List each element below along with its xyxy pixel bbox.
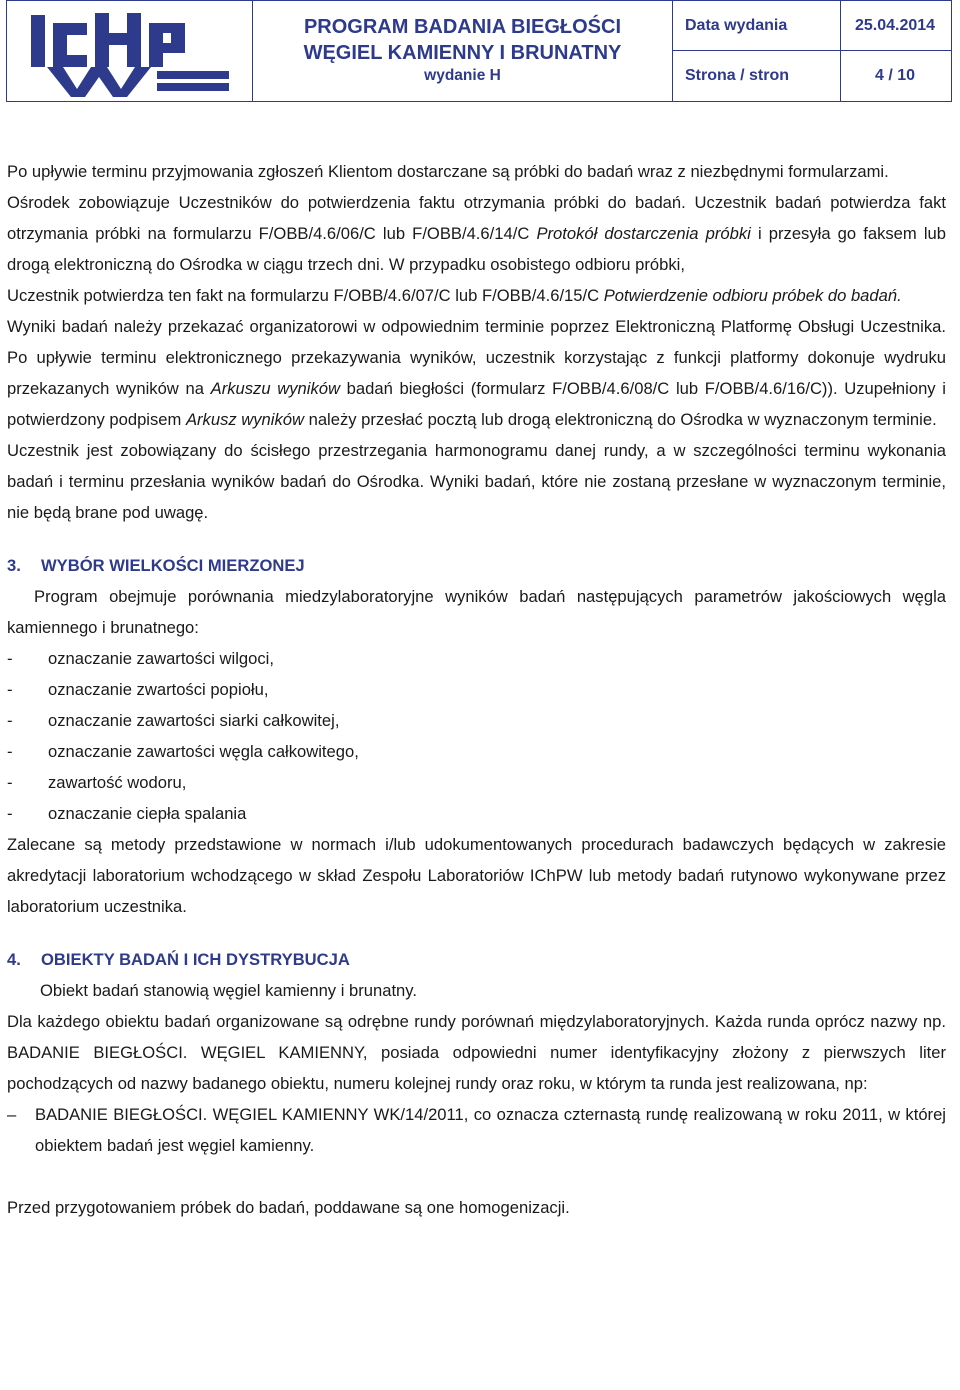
section-4-heading [7,944,946,975]
list-item [7,767,946,798]
paragraph-confirmation-text-a: Ośrodek zobowiązuje Uczestników do potwierdzenia faktu otrzymania próbki do badań. Uczestnik badań potwierdza fakt otrzymania próbki na formularzu F/OBB/4.6/06/C lub F/OBB/4.6/14/C [7,193,946,243]
date-value-cell [841,1,951,51]
form-name-pickup-confirmation: Potwierdzenie odbioru próbek do badań. [603,286,902,305]
date-label-cell [673,1,841,51]
program-edition: wydanie H [424,67,501,84]
section-4-title: OBIEKTY BADAŃ I ICH DYSTRYBUCJA [41,950,350,969]
paragraph-samples-delivery: Po upływie terminu przyjmowania zgłoszeń Klientom dostarczane są próbki do badań wraz z niezbędnymi formularzami. [7,162,889,181]
logo-cell [7,1,253,101]
paragraph-pickup-text-a: Uczestnik potwierdza ten fakt na formularzu F/OBB/4.6/07/C lub F/OBB/4.6/15/C [7,286,604,305]
paragraph-schedule: Uczestnik jest zobowiązany do ścisłego przestrzegania harmonogramu danej rundy, a w szczególności terminu wykonania badań i terminu przesłania wyników badań do Ośrodka. Wyniki badań, które nie zostaną przesłane w wyznaczonym terminie, nie będą brane pod uwagę. [7,441,946,522]
example-text: BADANIE BIEGŁOŚCI. WĘGIEL KAMIENNY WK/14/2011, co oznacza czternastą rundę realizowaną w roku 2011, w której obiektem badań jest węgiel kamienny. [35,1105,946,1155]
date-value: 25.04.2014 [855,17,936,34]
paragraph-personal-pickup [7,280,946,311]
section-3-number: 3. [7,556,21,575]
list-item [7,736,946,767]
ichpw-logo [7,1,253,101]
document-body [7,156,946,1223]
list-item-text: oznaczanie zwartości popiołu, [48,680,269,699]
list-item-text: oznaczanie zawartości węgla całkowitego, [48,742,359,761]
paragraph-results-text-a: Wyniki badań należy przekazać organizatorowi w odpowiednim terminie poprzez Elektroniczną Platformę Obsługi Uczestnika. Po upływie terminu elektronicznego przekazywania wyników, uczestnik korzystając z funkcji platformy dokonuje wydruku przekazanych wyników na [7,317,946,398]
example-list-item [7,1099,946,1161]
list-item-text: oznaczanie ciepła spalania [48,804,247,823]
homogenization-note: Przed przygotowaniem próbek do badań, poddawane są one homogenizacji. [7,1198,570,1217]
program-title-line1: PROGRAM BADANIA BIEGŁOŚCI [303,16,622,38]
page-label: Strona / stron [685,67,790,84]
list-item-text: zawartość wodoru, [48,773,187,792]
section-4-intro: Obiekt badań stanowią węgiel kamienny i brunatny. [40,981,417,1000]
list-dash: - [7,804,13,823]
list-dash: - [7,680,13,699]
form-name-delivery-protocol: Protokół dostarczenia próbki [536,224,751,243]
section-3-methods: Zalecane są metody przedstawione w normach i/lub udokumentowanych procedurach badawczych będących w zakresie akredytacji laboratorium wchodzącego w skład Zespołu Laboratoriów IChPW lub metody badań rutynowo wykonywane przez laboratorium uczestnika. [7,835,946,916]
form-name-results-sheet: Arkuszu wyników [210,379,340,398]
list-item-text: oznaczanie zawartości wilgoci, [48,649,274,668]
date-label: Data wydania [685,17,788,34]
measured-parameters-list [7,643,946,829]
list-dash: - [7,773,13,792]
list-item [7,674,946,705]
section-3-intro: Program obejmuje porównania miedzylaboratoryjne wyników badań następujących parametrów jakościowych węgla kamiennego i brunatnego: [7,587,946,637]
page-label-cell [673,51,841,101]
document-header [6,0,952,102]
list-item [7,643,946,674]
section-3-title: WYBÓR WIELKOŚCI MIERZONEJ [41,556,305,575]
page-value-cell [841,51,951,101]
list-dash: - [7,649,13,668]
list-dash: – [7,1105,17,1124]
paragraph-confirmation-text-c: i przesyła go faksem lub drogą elektroniczną do Ośrodka w ciągu trzech dni. W przypadku osobistego odbioru próbki, [7,224,947,274]
list-dash: - [7,711,13,730]
list-item [7,705,946,736]
paragraph-results-submission [7,311,946,435]
program-title-cell [253,1,673,101]
section-4-number: 4. [7,950,21,969]
page-value: 4 / 10 [875,67,916,84]
paragraph-confirmation [7,187,946,280]
list-item [7,798,946,829]
form-name-results-sheet-2: Arkusz wyników [185,410,304,429]
paragraph-results-text-e: należy przesłać pocztą lub drogą elektroniczną do Ośrodka w wyznaczonym terminie. [303,410,937,429]
program-title-line2: WĘGIEL KAMIENNY I BRUNATNY [303,42,622,64]
paragraph-results-text-c: badań biegłości (formularz F/OBB/4.6/08/C lub F/OBB/4.6/16/C)). Uzupełniony i potwierdzony podpisem [7,379,946,429]
section-4-paragraph: Dla każdego obiektu badań organizowane są odrębne rundy porównań międzylaboratoryjnych. Każda runda oprócz nazwy np. BADANIE BIEGŁOŚCI. WĘGIEL KAMIENNY, posiada odpowiedni numer identyfikacyjny złożony z pierwszych liter pochodzących od nazwy badanego obiektu, numeru kolejnej rundy oraz roku, w którym ta runda jest realizowana, np: [7,1012,946,1093]
list-dash: - [7,742,13,761]
list-item-text: oznaczanie zawartości siarki całkowitej, [48,711,340,730]
section-3-heading [7,550,946,581]
